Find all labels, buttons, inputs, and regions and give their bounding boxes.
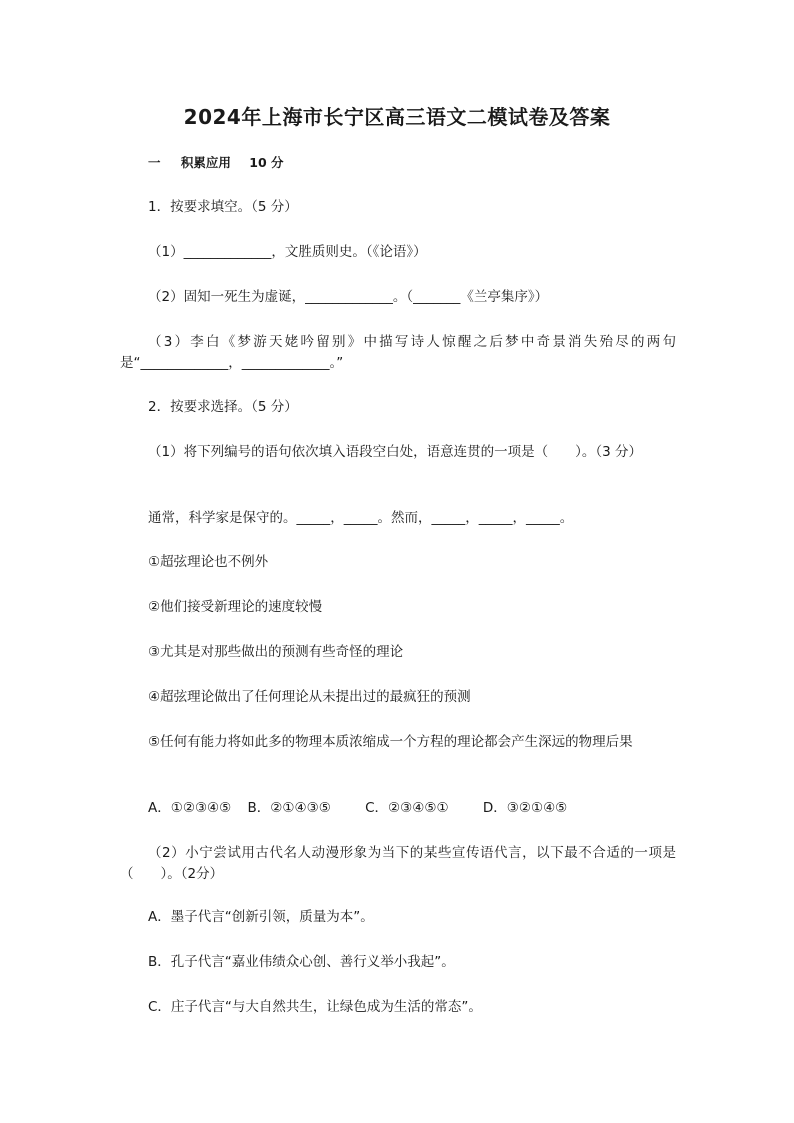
- option-c: C．②③④⑤①: [365, 800, 449, 816]
- question-1-header: 1．按要求填空。（5 分）: [148, 199, 298, 215]
- question-2-sub-1-options: [120, 798, 704, 819]
- sentence-5: ⑤任何有能力将如此多的物理本质浓缩成一个方程的理论都会产生深远的物理后果: [148, 734, 633, 750]
- question-2-passage: 通常，科学家是保守的。_____，_____。然而，_____，_____，_____。: [148, 510, 574, 526]
- option-b: B．②①④③⑤: [247, 800, 331, 816]
- question-2-sub-2-option-c: C．庄子代言“与大自然共生，让绿色成为生活的常态”。: [148, 999, 482, 1015]
- question-1-item-3: （3）李白《梦游天姥吟留别》中描写诗人惊醒之后梦中奇景消失殆尽的两句是“_____________，_____________。”: [120, 334, 676, 371]
- sentence-2: ②他们接受新理论的速度较慢: [148, 599, 323, 615]
- question-2-sub-1-stem: （1）将下列编号的语句依次填入语段空白处，语意连贯的一项是（ ）。（3 分）: [148, 444, 642, 460]
- question-2-header: 2．按要求选择。（5 分）: [148, 399, 298, 415]
- section-name: 积累应用: [180, 155, 231, 170]
- section-heading: [120, 152, 704, 173]
- page-title: 2024年上海市长宁区高三语文二模试卷及答案: [183, 105, 611, 129]
- option-d: D．③②①④⑤: [482, 800, 568, 816]
- sentence-3: ③尤其是对那些做出的预测有些奇怪的理论: [148, 644, 404, 660]
- question-1-item-2: （2）固知一死生为虚诞，_____________。（_______《兰亭集序》）: [148, 289, 549, 305]
- question-2-sub-2-option-b: B．孔子代言“嘉业伟绩众心创、善行义举小我起”。: [148, 954, 455, 970]
- section-score: 10 分: [249, 155, 284, 170]
- section-number: 一: [148, 155, 161, 170]
- question-2-sub-2-stem: （2）小宁尝试用古代名人动漫形象为当下的某些宣传语代言，以下最不合适的一项是（ ）。（2分）: [120, 845, 676, 882]
- option-a: A．①②③④⑤: [148, 800, 232, 816]
- question-1-item-1: （1）_____________，文胜质则史。（《论语》）: [148, 244, 427, 260]
- question-2-sub-2-option-a: A．墨子代言“创新引领，质量为本”。: [148, 909, 374, 925]
- sentence-1: ①超弦理论也不例外: [148, 554, 269, 570]
- sentence-4: ④超弦理论做出了任何理论从未提出过的最疯狂的预测: [148, 689, 471, 705]
